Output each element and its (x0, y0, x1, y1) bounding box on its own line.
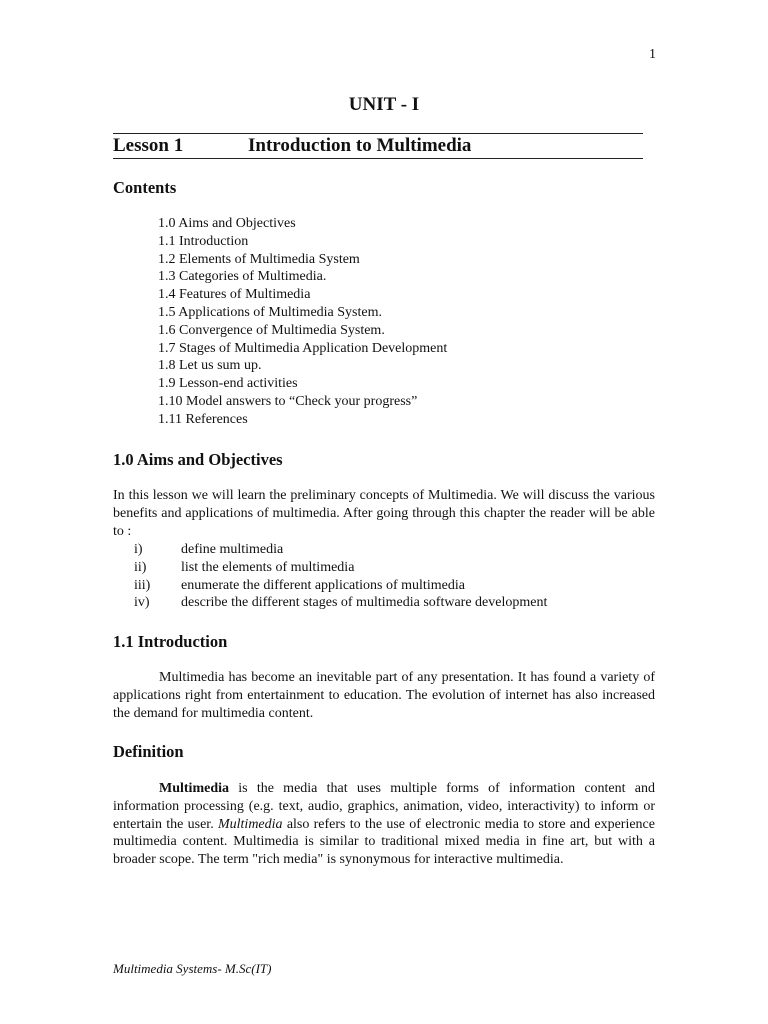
lesson-top-rule (113, 133, 643, 134)
objective-item (113, 577, 655, 595)
contents-item: 1.10 Model answers to “Check your progress” (158, 393, 418, 409)
contents-list (158, 215, 447, 429)
contents-item: 1.8 Let us sum up. (158, 358, 262, 374)
objective-item (113, 594, 655, 612)
contents-item: 1.7 Stages of Multimedia Application Development (158, 340, 448, 356)
contents-item: 1.6 Convergence of Multimedia System. (158, 322, 385, 338)
contents-item: 1.1 Introduction (158, 233, 249, 249)
introduction-paragraph: Multimedia has become an inevitable part of any presentation. It has found a variety of applications right from entertainment to education. The evolution of internet has also increased the demand for multimedia content. (113, 670, 655, 721)
lesson-bottom-rule (113, 158, 643, 159)
page-number: 1 (649, 47, 656, 62)
objective-number: i) (134, 542, 143, 557)
objective-text: define multimedia (181, 542, 284, 557)
objectives-list (113, 541, 655, 612)
objective-text: describe the different stages of multimedia software development (181, 595, 548, 611)
page-footer: Multimedia Systems- M.Sc(IT) (113, 961, 272, 976)
contents-item: 1.4 Features of Multimedia (158, 287, 311, 303)
definition-text-part2: also refers to the use of electronic media to store and experience multimedia content. Multimedia is similar to traditional mixed media in fine art, but with a broader scope. The term "rich media" is synonymous for interactive multimedia. (113, 816, 655, 868)
contents-item: 1.9 Lesson-end activities (158, 376, 298, 392)
contents-item: 1.0 Aims and Objectives (158, 216, 296, 231)
objective-number: iii) (134, 577, 151, 593)
lesson-number: Lesson 1 (113, 135, 184, 156)
definition-term-italic: Multimedia (217, 816, 283, 832)
definition-heading: Definition (113, 742, 184, 761)
definition-term: Multimedia (159, 781, 229, 796)
contents-item: 1.2 Elements of Multimedia System (158, 251, 360, 267)
objective-item (113, 559, 655, 577)
introduction-heading: 1.1 Introduction (113, 632, 228, 651)
objective-number: ii) (134, 559, 147, 575)
objective-text: enumerate the different applications of multimedia (181, 577, 465, 593)
lesson-title: Introduction to Multimedia (248, 135, 472, 156)
objective-item (113, 541, 655, 559)
contents-item: 1.5 Applications of Multimedia System. (158, 304, 382, 320)
unit-title: UNIT - I (348, 94, 420, 115)
objective-text: list the elements of multimedia (181, 559, 355, 575)
contents-heading: Contents (113, 178, 177, 197)
objective-number: iv) (134, 595, 150, 611)
contents-item: 1.3 Categories of Multimedia. (158, 269, 327, 285)
aims-heading: 1.0 Aims and Objectives (113, 450, 283, 469)
definition-paragraph (113, 780, 655, 869)
aims-intro-paragraph: In this lesson we will learn the preliminary concepts of Multimedia. We will discuss the various benefits and applications of multimedia. After going through this chapter the reader will be able to : (113, 488, 655, 539)
definition-text-part1: is the media that uses multiple forms of information content and information processing (e.g. text, audio, graphics, animation, video, interactivity) to inform or entertain the user. (113, 781, 655, 832)
contents-item: 1.11 References (158, 411, 248, 427)
